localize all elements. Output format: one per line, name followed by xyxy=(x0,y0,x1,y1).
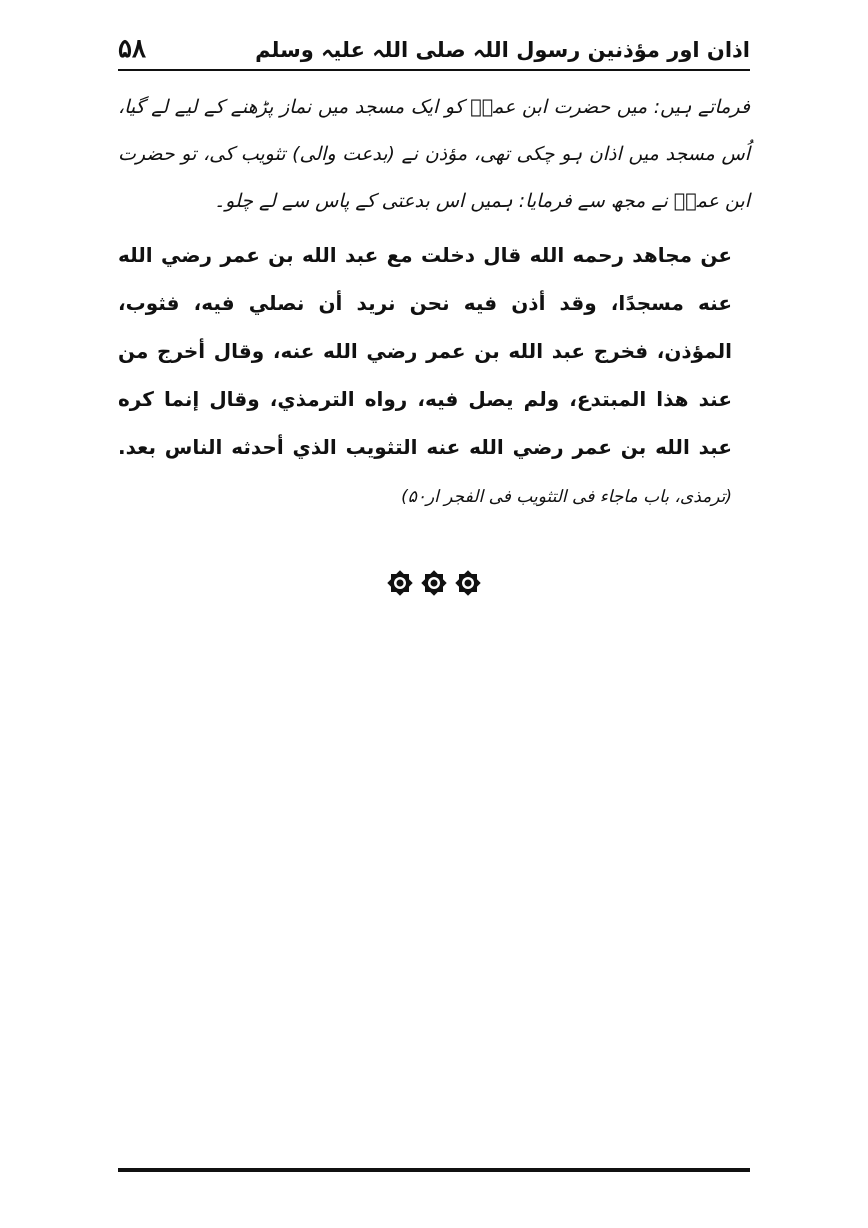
ornament-star-icon xyxy=(385,568,415,598)
arabic-quotation xyxy=(118,231,732,521)
footer-divider xyxy=(118,1168,750,1172)
page-number: ۵۸ xyxy=(118,34,146,64)
ornament-star-icon xyxy=(453,568,483,598)
arabic-quote-text: عن مجاهد رحمه الله قال دخلت مع عبد الله بن عمر رضي الله عنه مسجدًا، وقد أذن فيه نحن نريد أن نصلي فيه، فثوب، المؤذن، فخرج عبد الله بن عمر رضي الله عنه، وقال أخرج من عند هذا المبتدع، ولم يصل فيه، رواه الترمذي، وقال إنما كره عبد الله بن عمر رضي الله عنه التثويب الذي أحدثه الناس بعد. xyxy=(118,243,732,459)
citation: (ترمذی، باب ماجاء فی التثویب فی الفجر ار۵۰) xyxy=(401,487,732,507)
urdu-paragraph: فرماتے ہیں: میں حضرت ابن عمرؓ کو ایک مسجد میں نماز پڑھنے کے لیے لے گیا، اُس مسجد میں اذان ہو چکی تھی، مؤذن نے (بدعت والی) تثویب کی، تو حضرت ابن عمرؓ نے مجھ سے فرمایا: ہمیں اس بدعتی کے پاس سے لے چلو۔ xyxy=(118,96,750,212)
section-ornaments xyxy=(0,568,868,598)
header-divider xyxy=(118,69,750,71)
ornament-star-icon xyxy=(419,568,449,598)
running-title: اذان اور مؤذنین رسول اللہ صلی اللہ علیہ وسلم xyxy=(255,38,750,62)
page-header xyxy=(118,28,750,68)
